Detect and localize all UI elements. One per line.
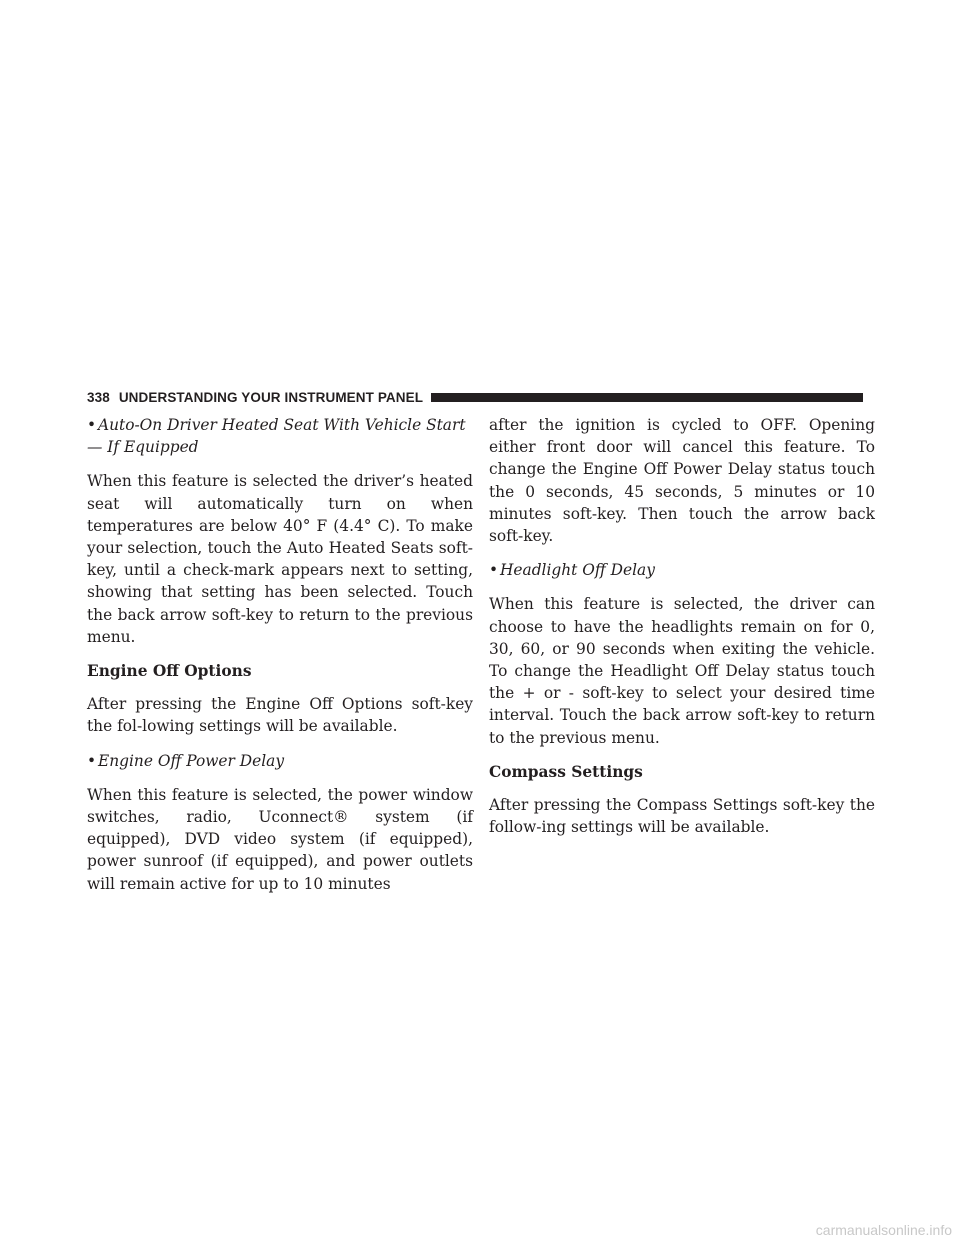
- bullet-icon: •: [87, 751, 97, 770]
- paragraph-power-delay-continued: after the ignition is cycled to OFF. Opening either front door will cancel this feature. To change the Engine Off Power Delay status touch the 0 seconds, 45 seconds, 5 minutes or 10 minutes soft-key. Then touch the arrow back soft-key.: [489, 416, 875, 546]
- bullet-auto-on-heated-seat: [87, 414, 473, 458]
- paragraph-headlight-delay: When this feature is selected, the driver can choose to have the headlights remain on for 0, 30, 60, or 90 seconds when exiting the vehicle. To change the Headlight Off Delay status touch the + or - soft-key to select your desired time interval. Touch the back arrow soft-key to return to the previous menu.: [489, 595, 875, 747]
- bullet-icon: •: [87, 416, 97, 434]
- paragraph-compass-intro: After pressing the Compass Settings soft-key the follow-ing settings will be available.: [489, 796, 875, 837]
- bullet-headlight-off-delay: [489, 559, 875, 581]
- header-rule: [431, 393, 863, 402]
- section-title: UNDERSTANDING YOUR INSTRUMENT PANEL: [118, 389, 424, 405]
- watermark: carmanualsonline.info: [815, 1222, 952, 1238]
- bullet-icon: •: [489, 561, 499, 580]
- heading-compass-settings: Compass Settings: [489, 762, 643, 781]
- page-number: 338: [87, 389, 110, 405]
- bullet-engine-off-power-delay: [87, 750, 473, 772]
- bullet-text: Headlight Off Delay: [500, 561, 655, 580]
- bullet-text: Engine Off Power Delay: [98, 751, 285, 770]
- paragraph-power-delay: When this feature is selected, the power window switches, radio, Uconnect® system (if equipped), DVD video system (if equipped), power sunroof (if equipped), and power outlets will remain active for up to 10 minutes: [87, 785, 473, 893]
- paragraph-heated-seat: When this feature is selected the driver’s heated seat will automatically turn on when temperatures are below 40° F (4.4° C). To make your selection, touch the Auto Heated Seats soft-key, until a check-mark appears next to setting, showing that setting has been selected. Touch the back arrow soft-key to return to the previous menu.: [87, 472, 473, 646]
- right-column: [489, 414, 875, 850]
- heading-engine-off-options: Engine Off Options: [87, 662, 252, 681]
- left-column: [87, 414, 473, 907]
- paragraph-engine-off-intro: After pressing the Engine Off Options soft-key the fol-lowing settings will be available.: [87, 695, 473, 736]
- bullet-text: Auto-On Driver Heated Seat With Vehicle Start — If Equipped: [87, 416, 466, 457]
- page-header: [87, 389, 863, 405]
